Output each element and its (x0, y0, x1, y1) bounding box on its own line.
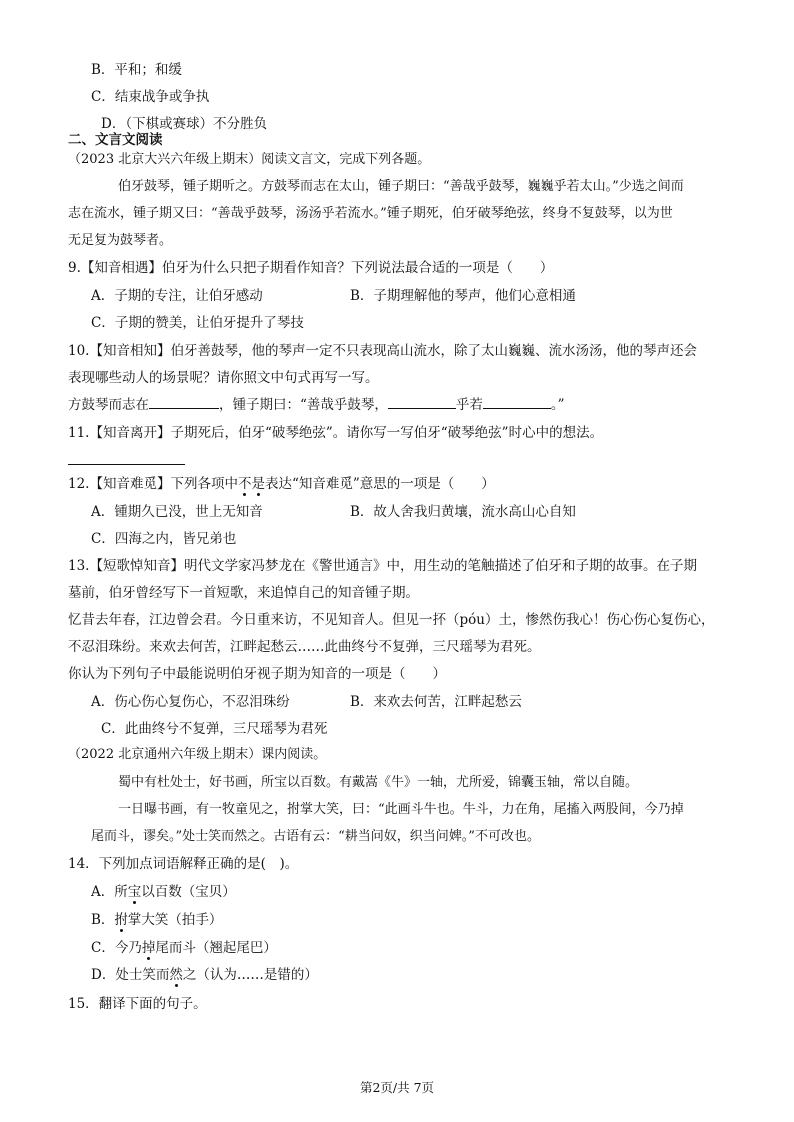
q9-option-a: A．子期的专注，让伯牙感动 (91, 288, 263, 304)
q9-option-b: B．子期理解他的琴声，他们心意相通 (350, 288, 576, 304)
q10-line-2: 表现哪些动人的场景呢？请你照文中句式再写一写。 (68, 370, 379, 386)
q14-option-b (91, 911, 222, 929)
q14-a-pre: A．所 (91, 884, 128, 900)
q12-option-a: A．锺期久已没，世上无知音 (91, 504, 263, 520)
q10-fill-part-3: 乎若 (455, 397, 483, 413)
q9-option-c: C．子期的赞美，让伯牙提升了琴技 (91, 315, 304, 331)
q14-a-dot: 宝 (127, 884, 142, 900)
q14-c-post: 尾而斗（翘起尾巴） (155, 940, 277, 956)
q12-option-b: B．故人舍我归黄壤，流水高山心自知 (350, 504, 576, 520)
q14-b-post: 掌大笑（拍手） (127, 912, 223, 928)
q10-fill-part-1: 方鼓琴而志在 (68, 397, 149, 413)
q13-option-a: A．伤心伤心复伤心，不忍泪珠纷 (91, 694, 290, 710)
page-number: 第2页/共 7页 (359, 1080, 435, 1095)
q13-line-2: 墓前，伯牙曾经写下一首短歌，来追悼自己的知音锺子期。 (68, 585, 419, 601)
q13-question: 你认为下列句子中最能说明伯牙视子期为知音的一项是（ ） (68, 666, 446, 682)
q14-d-post: 之（认为……是错的） (182, 967, 318, 983)
passage1-line-2: 志在流水，锺子期又曰：“善哉乎鼓琴，汤汤乎若流水。”锺子期死，伯牙破琴绝弦，终身不复鼓琴，以为世 (68, 206, 673, 221)
q13-option-b: B．来欢去何苦，江畔起愁云 (350, 694, 522, 710)
q12-stem-pre: 12.【知音难觅】下列各项中 (68, 476, 238, 492)
q12-option-c: C．四海之内，皆兄弟也 (91, 531, 237, 547)
q14-a-post: 以百数（宝贝） (141, 884, 236, 900)
q14-option-a (91, 883, 236, 901)
q14-stem: 14．下列加点词语解释正确的是( )。 (68, 856, 299, 872)
source-note-2: （2022 北京通州六年级上期末）课内阅读。 (68, 747, 327, 762)
q12-dot-2: 是 (251, 476, 265, 492)
q14-c-pre: C．今乃 (91, 940, 142, 956)
q10-blank-1[interactable] (149, 396, 219, 409)
source-note-1: （2023 北京大兴六年级上期末）阅读文言文，完成下列各题。 (68, 152, 431, 167)
passage2-line-1: 蜀中有杜处士，好书画，所宝以百数。有戴嵩《牛》一轴，尤所爱，锦囊玉轴，常以自随。 (118, 775, 639, 790)
q14-b-pre: B． (91, 912, 115, 928)
q13-poem-2: 不忍泪珠纷。来欢去何苦，江畔起愁云……此曲终兮不复弹，三尺瑶琴为君死。 (68, 639, 541, 655)
q13-option-c: C．此曲终兮不复弹，三尺瑶琴为君死 (101, 721, 328, 737)
q12-stem-post: 表达“知音难觅”意思的一项是（ ） (264, 476, 495, 492)
q14-d-pre: D．处士笑而 (91, 967, 170, 983)
option-b-prev: B．平和；和缓 (91, 62, 182, 78)
passage1-line-3: 无足复为鼓琴者。 (68, 233, 173, 248)
q12-dot-1: 不 (237, 476, 252, 492)
q10-blank-3[interactable] (483, 396, 551, 409)
q14-option-c (91, 939, 277, 957)
q13-line-1: 13.【短歌悼知音】明代文学家冯梦龙在《警世通言》中，用生动的笔触描述了伯牙和子期的故事。在子期 (68, 558, 697, 574)
q10-line-1: 10.【知音相知】伯牙善鼓琴，他的琴声一定不只表现高山流水，除了太山巍巍、流水汤汤，他的琴声还会 (68, 343, 697, 359)
q10-fill-line (68, 396, 565, 414)
q11-stem: 11.【知音离开】子期死后，伯牙“破琴绝弦”。请你写一写伯牙“破琴绝弦”时心中的想法。 (68, 425, 604, 441)
q10-fill-part-4: 。” (550, 397, 565, 413)
q14-b-dot: 拊 (114, 912, 128, 928)
option-c-prev: C．结束战争或争执 (91, 89, 210, 105)
section-heading: 二、文言文阅读 (68, 132, 163, 148)
q12-stem (68, 475, 495, 493)
passage1-line-1: 伯牙鼓琴，锺子期听之。方鼓琴而志在太山，锺子期曰：“善哉乎鼓琴，巍巍乎若太山。”少选之间而 (118, 179, 684, 194)
q14-c-dot: 掉 (141, 940, 156, 956)
q9-stem: 9.【知音相遇】伯牙为什么只把子期看作知音？下列说法最合适的一项是（ ） (68, 260, 554, 276)
q15-stem: 15．翻译下面的句子。 (68, 996, 207, 1012)
q14-d-dot: 然 (169, 967, 183, 983)
q13-poem-1: 忆昔去年春，江边曾会君。今日重来访，不见知音人。但见一抔（póu）土，惨然伤我心！伤心伤心复伤心， (68, 612, 715, 628)
option-d-prev: D．（下棋或赛球）不分胜负 (101, 116, 268, 132)
q14-option-d (91, 966, 318, 984)
q10-blank-2[interactable] (388, 396, 456, 409)
q10-fill-part-2: ，锺子期曰：“善哉乎鼓琴， (219, 397, 388, 413)
q11-answer-line[interactable] (68, 464, 185, 465)
passage2-line-3: 尾而斗，谬矣。”处士笑而然之。古语有云：“耕当问奴，织当问婢。”不可改也。 (91, 829, 540, 844)
passage2-line-2: 一日曝书画，有一牧童见之，拊掌大笑，曰：“此画斗牛也。牛斗，力在角，尾搐入两股间，今乃掉 (118, 802, 684, 817)
